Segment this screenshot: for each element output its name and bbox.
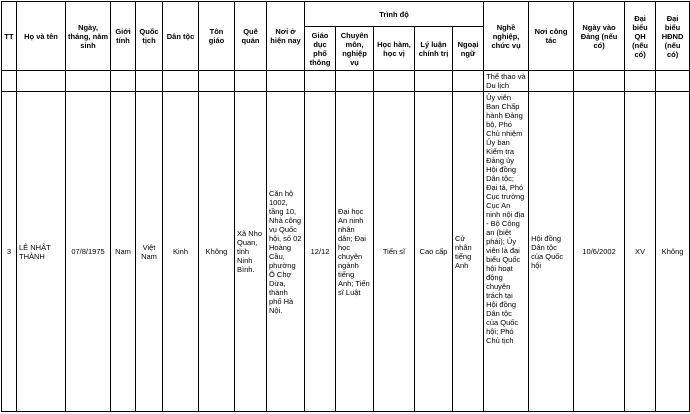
header-trinh-do: Trình độ — [305, 2, 484, 27]
header-dai-bieu-qh: Đại biểu QH (nếu có) — [625, 2, 656, 71]
cell-gioi-tinh: Nam — [111, 92, 136, 412]
header-quoc-tich: Quốc tịch — [136, 2, 163, 71]
cell-ton-giao: Không — [199, 92, 235, 412]
header-gd-pho-thong: Giáo dục phổ thông — [305, 27, 336, 71]
cell-noi-cong-tac: Hội đồng Dân tộc của Quốc hội — [529, 92, 574, 412]
cell-chuyen-mon: Đại học An ninh nhân dân; Đại học chuyên ngành tiếng Anh; Tiến sĩ Luật — [336, 92, 374, 412]
cell-ngoai-ngu: Cử nhân tiếng Anh — [453, 92, 484, 412]
table-row — [2, 92, 690, 412]
header-dan-toc: Dân tộc — [163, 2, 199, 71]
cell-que-quan: Xã Nho Quan, tỉnh Ninh Bình. — [235, 92, 267, 412]
prev-nghe-nghiep: Thể thao và Du lịch — [484, 71, 529, 92]
cell-quoc-tich: Việt Nam — [136, 92, 163, 412]
header-que-quan: Quê quán — [235, 2, 267, 71]
header-ngay-sinh: Ngày, tháng, năm sinh — [66, 2, 111, 71]
header-nghe-nghiep: Nghề nghiệp, chức vụ — [484, 2, 529, 71]
header-ly-luan: Lý luận chính trị — [415, 27, 453, 71]
cell-dai-bieu-hdnd: Không — [656, 92, 690, 412]
header-row-1 — [2, 2, 690, 27]
cell-dan-toc: Kinh — [163, 92, 199, 412]
header-noi-o: Nơi ở hiện nay — [267, 2, 305, 71]
cell-gd-pho-thong: 12/12 — [305, 92, 336, 412]
header-ho-ten: Họ và tên — [17, 2, 66, 71]
header-chuyen-mon: Chuyên môn, nghiệp vụ — [336, 27, 374, 71]
cell-dai-bieu-qh: XV — [625, 92, 656, 412]
cell-nghe-nghiep: Ủy viên Ban Chấp hành Đảng bộ, Phó Chủ nhiệm Ủy ban Kiểm tra Đảng ủy Hội đồng Dân tộc; Đại tá, Phó Cục trưởng Cục An ninh nội địa - Bộ Công an (biệt phái); Ủy viên là đại biểu Quốc hội hoạt động chuyên trách tại Hội đồng Dân tộc của Quốc hội; Phó Chủ tịch — [484, 92, 529, 412]
header-noi-cong-tac: Nơi công tác — [529, 2, 574, 71]
candidate-table — [1, 1, 690, 412]
cell-ngay-vao-dang: 10/6/2002 — [574, 92, 625, 412]
cell-hoc-ham: Tiến sĩ — [374, 92, 415, 412]
header-ngoai-ngu: Ngoại ngữ — [453, 27, 484, 71]
cell-ly-luan: Cao cấp — [415, 92, 453, 412]
cell-noi-o: Căn hộ 1002, tầng 10, Nhà công vụ Quốc hội, số 02 Hoàng Cầu, phường Ô Chợ Dừa, thành phố Hà Nội. — [267, 92, 305, 412]
cell-ngay-sinh: 07/8/1975 — [66, 92, 111, 412]
header-ngay-vao-dang: Ngày vào Đảng (nếu có) — [574, 2, 625, 71]
table-row-prev — [2, 71, 690, 92]
header-ton-giao: Tôn giáo — [199, 2, 235, 71]
cell-tt: 3 — [2, 92, 17, 412]
header-hoc-ham: Học hàm, học vị — [374, 27, 415, 71]
header-tt: TT — [2, 2, 17, 71]
header-gioi-tinh: Giới tính — [111, 2, 136, 71]
cell-ho-ten: LÊ NHẬT THÀNH — [17, 92, 66, 412]
header-dai-bieu-hdnd: Đại biểu HĐND (nếu có) — [656, 2, 690, 71]
